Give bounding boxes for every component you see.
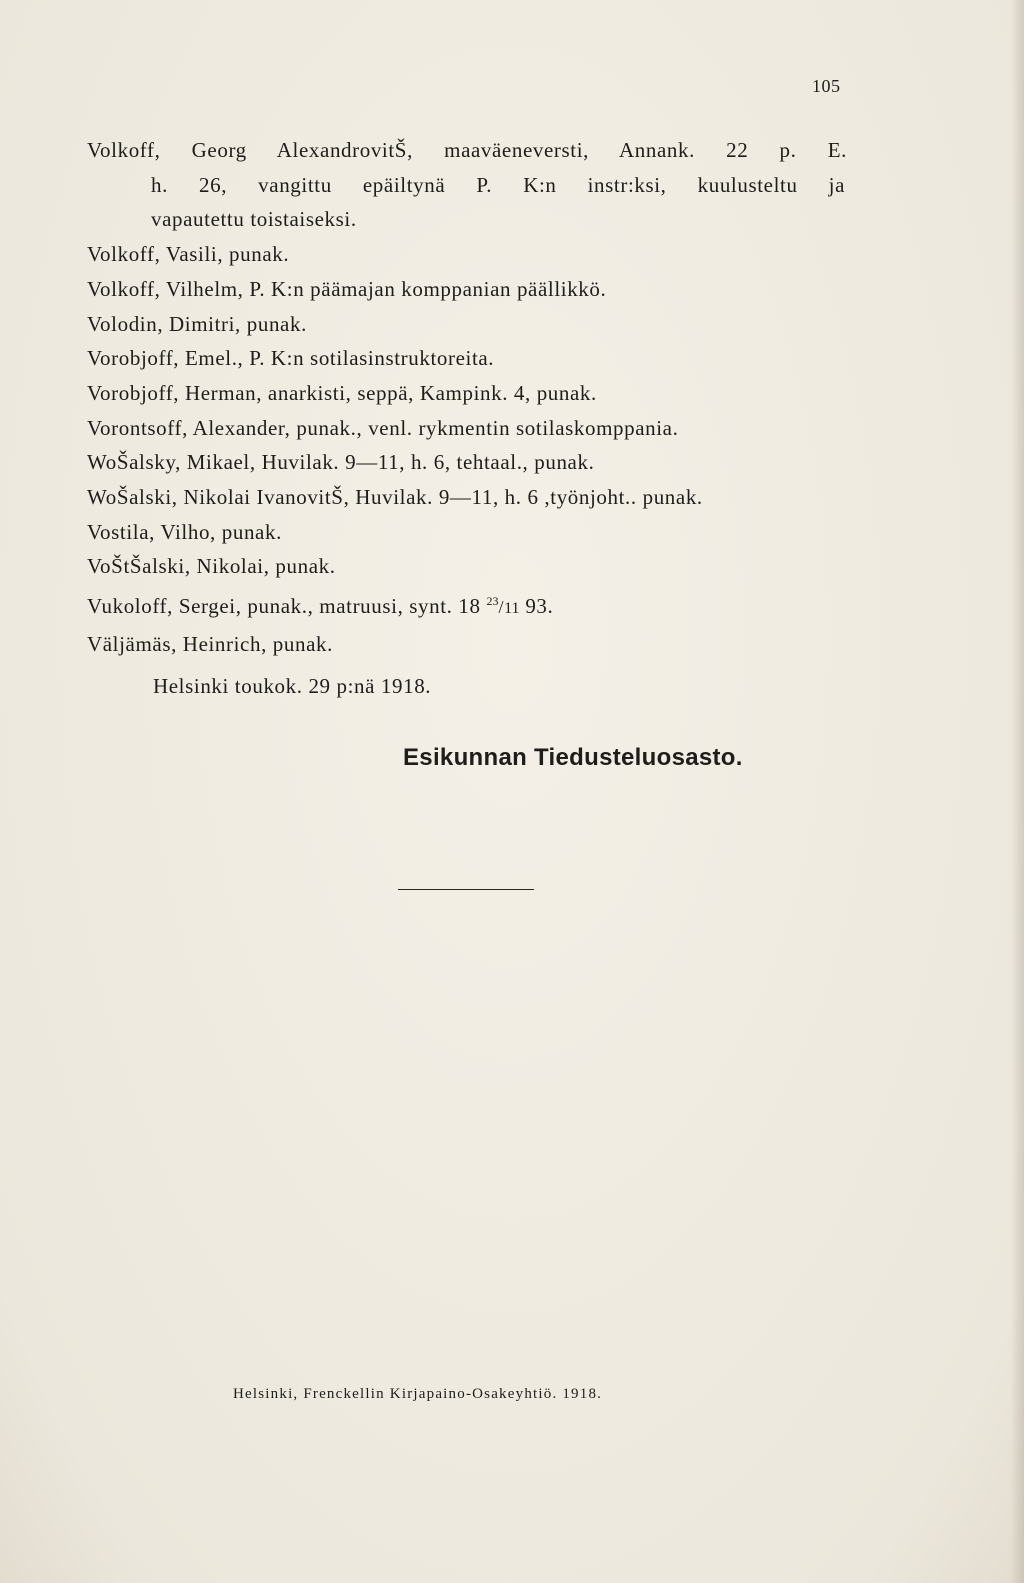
list-item: VoŠtŠalski, Nikolai, punak. (87, 554, 336, 579)
list-item: WoŠalsky, Mikael, Huvilak. 9—11, h. 6, tehtaal., punak. (87, 450, 595, 475)
list-item: Vorobjoff, Herman, anarkisti, seppä, Kampink. 4, punak. (87, 380, 597, 405)
list-item: Volkoff, Vasili, punak. (87, 242, 290, 267)
birth-month-subscript: 11 (504, 600, 520, 618)
list-item (87, 584, 877, 627)
entry-continuation-line: vapautettu toistaiseksi. (151, 207, 357, 232)
issuer-signature: Esikunnan Tiedusteluosasto. (403, 744, 743, 771)
entry-text: Vukoloff, Sergei, punak., matruusi, synt. 18 (87, 594, 481, 619)
place-and-date: Helsinki toukok. 29 p:nä 1918. (153, 674, 432, 698)
birth-day-superscript: 23 (486, 594, 499, 609)
list-item (87, 133, 877, 237)
entry-text-year: 93. (525, 594, 554, 619)
entry-continuation-line: h. 26, vangittu epäiltynä P. K:n instr:ksi, kuulusteltu ja (151, 172, 845, 197)
printer-imprint: Helsinki, Frenckellin Kirjapaino-Osakeyhtiö. 1918. (233, 1386, 603, 1402)
page-number: 105 (812, 76, 841, 96)
list-item: Volodin, Dimitri, punak. (87, 311, 307, 336)
fraction-slash: / (498, 597, 505, 618)
list-item: Volkoff, Vilhelm, P. K:n päämajan komppanian päällikkö. (87, 276, 607, 301)
list-item: Vostila, Vilho, punak. (87, 519, 282, 544)
horizontal-rule (398, 889, 534, 890)
entry-first-line: Volkoff, Georg AlexandrovitŠ, maaväeneversti, Annank. 22 p. E. (87, 138, 847, 162)
page-edge-shadow (1010, 0, 1024, 1583)
list-item: Vorobjoff, Emel., P. K:n sotilasinstruktoreita. (87, 346, 495, 371)
entry-list (87, 133, 877, 662)
list-item: WoŠalski, Nikolai IvanovitŠ, Huvilak. 9—11, h. 6 ,työnjoht.. punak. (87, 485, 703, 510)
list-item: Vorontsoff, Alexander, punak., venl. rykmentin sotilaskomppania. (87, 415, 679, 440)
list-item: Väljämäs, Heinrich, punak. (87, 631, 333, 656)
